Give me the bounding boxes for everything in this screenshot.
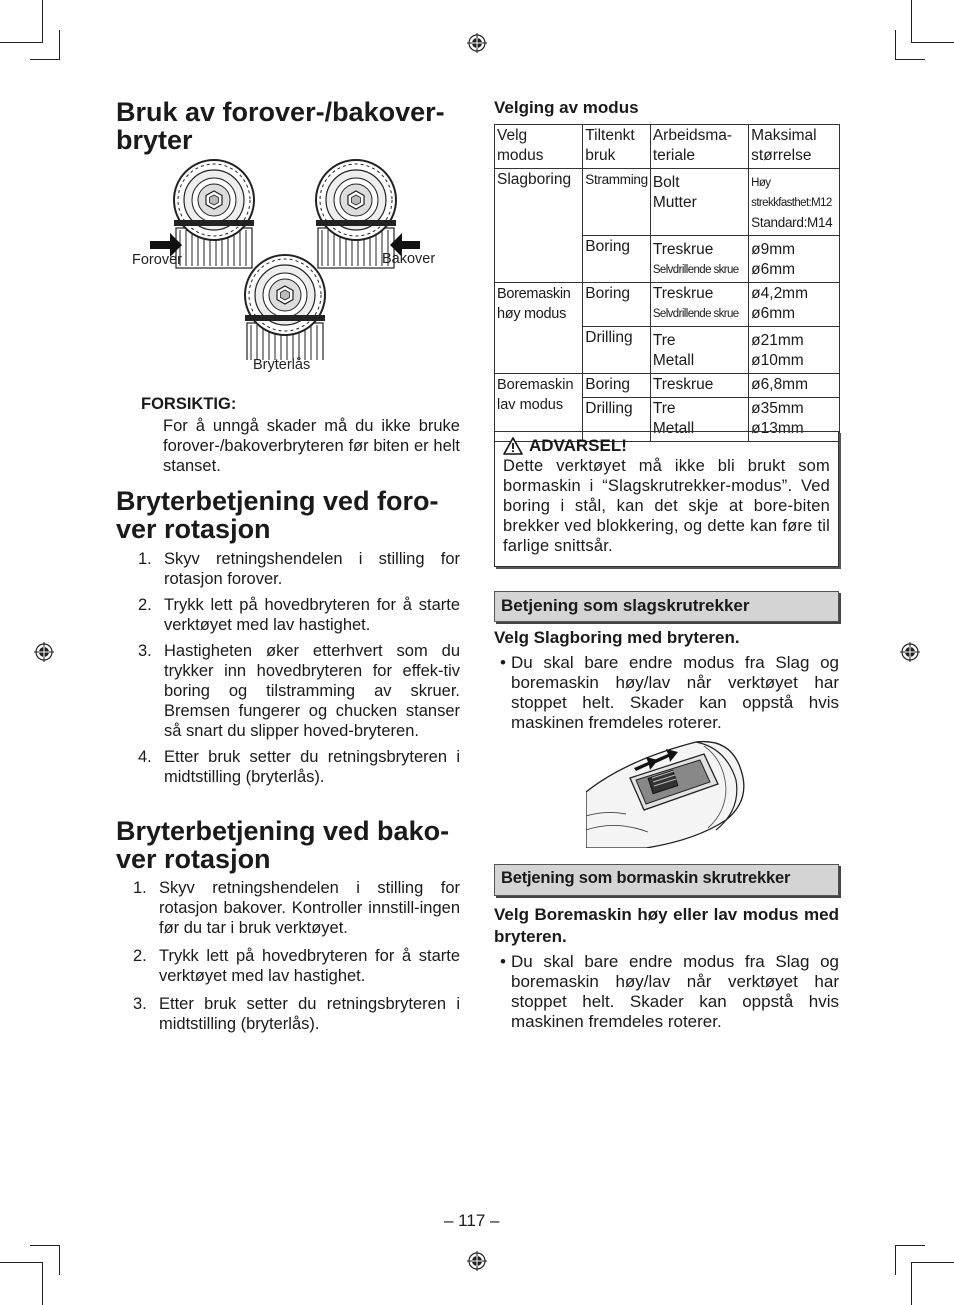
crop-mark bbox=[895, 30, 896, 60]
table-cell: Høy strekkfasthet:M12 Standard:M14 bbox=[749, 169, 840, 236]
crop-mark bbox=[42, 1262, 43, 1305]
crop-mark bbox=[59, 30, 60, 60]
list-item: 2. Trykk lett på hovedbryteren for å starte verktøyet med lav hastighet. bbox=[133, 947, 460, 985]
registration-mark-icon bbox=[467, 1251, 487, 1271]
caution-body: For å unngå skader må du ikke bruke forover-/bakoverbryteren før biten er helt stanset. bbox=[163, 417, 460, 475]
crop-mark bbox=[911, 42, 954, 43]
section-band-drill-driver: Betjening som bormaskin skrutrekker bbox=[494, 864, 839, 896]
table-cell: Bolt Mutter bbox=[650, 169, 748, 236]
table-cell: ø35mm ø13mm bbox=[749, 398, 840, 442]
table-row bbox=[495, 283, 840, 327]
warning-title: ADVARSEL! bbox=[503, 436, 830, 456]
table-cell: ø21mm ø10mm bbox=[749, 327, 840, 374]
crop-mark bbox=[0, 1262, 43, 1263]
table-cell: Boring bbox=[583, 283, 651, 327]
table-cell: Drilling bbox=[583, 327, 651, 374]
section-band-impact-driver: Betjening som slagskrutrekker bbox=[494, 591, 839, 622]
table-cell: ø6,8mm bbox=[749, 374, 840, 398]
mode-selection-heading: Velging av modus bbox=[494, 98, 639, 117]
crop-mark bbox=[0, 42, 43, 43]
crop-mark bbox=[59, 1245, 60, 1275]
warning-body: Dette verktøyet må ikke bli brukt som bormaskin i “Slagskrutrekker-modus”. Ved boring i stål, kan det skje at bore-biten brekker ved blokkering, og dette kan føre til farlige snittsår. bbox=[503, 457, 830, 555]
table-row bbox=[495, 169, 840, 236]
table-cell: Treskrue bbox=[650, 374, 748, 398]
table-cell: Tre Metall bbox=[650, 398, 748, 442]
heading-forward-rotation: Bryterbetjening ved foro- ver rotasjon bbox=[116, 486, 439, 544]
forward-rotation-steps bbox=[138, 549, 460, 787]
table-cell: Stramming bbox=[583, 169, 651, 236]
mode-selection-table bbox=[494, 124, 840, 442]
drill-lead: Velg Boremaskin høy eller lav modus med bryteren. bbox=[494, 905, 839, 946]
table-cell: Treskrue Selvdrillende skrue bbox=[650, 283, 748, 327]
table-header-cell: Tiltenkt bruk bbox=[583, 125, 651, 169]
caution-title: FORSIKTIG: bbox=[141, 395, 237, 413]
list-item: 2. Trykk lett på hovedbryteren for å starte verktøyet med lav hastighet. bbox=[138, 596, 460, 634]
crop-mark bbox=[42, 0, 43, 43]
list-item: 4. Etter bruk setter du retningsbryteren i midtstilling (bryterlås). bbox=[138, 748, 460, 786]
registration-mark-icon bbox=[900, 642, 920, 662]
impact-bullet: • Du skal bare endre modus fra Slag og boremaskin høy/lav når verktøyet har stoppet helt. Skader kan oppstå hvis maskinen fremdeles roterer. bbox=[500, 653, 839, 732]
list-item: 3. Etter bruk setter du retningsbryteren i midtstilling (bryterlås). bbox=[133, 995, 460, 1033]
table-cell: ø4,2mm ø6mm bbox=[749, 283, 840, 327]
warning-box bbox=[494, 431, 839, 567]
crop-mark bbox=[911, 1262, 954, 1263]
crop-mark bbox=[895, 59, 925, 60]
crop-mark bbox=[911, 1262, 912, 1305]
table-cell: Boremaskin lav modus bbox=[495, 374, 583, 442]
label-reverse: Bakover bbox=[382, 251, 436, 267]
reverse-rotation-steps bbox=[133, 878, 460, 1034]
table-cell: Drilling bbox=[583, 398, 651, 442]
drill-bullet: • Du skal bare endre modus fra Slag og boremaskin høy/lav når verktøyet har stoppet helt. Skader kan oppstå hvis maskinen fremdeles roterer. bbox=[500, 952, 839, 1031]
mode-switch-figure bbox=[586, 740, 746, 848]
heading-forward-reverse-switch: Bruk av forover-/bakover- bryter bbox=[116, 97, 445, 155]
crop-mark bbox=[911, 0, 912, 43]
table-row bbox=[495, 125, 840, 169]
crop-mark bbox=[895, 1245, 896, 1275]
table-cell: Tre Metall bbox=[650, 327, 748, 374]
table-cell: Boring bbox=[583, 374, 651, 398]
crop-mark bbox=[895, 1245, 925, 1246]
label-forward: Forover bbox=[132, 252, 182, 268]
registration-mark-icon bbox=[34, 642, 54, 662]
impact-lead: Velg Slagboring med bryteren. bbox=[494, 628, 740, 647]
page-number: – 117 – bbox=[444, 1211, 500, 1230]
warning-triangle-icon bbox=[503, 437, 523, 455]
list-item: 1. Skyv retningshendelen i stilling for rotasjon bakover. Kontroller innstill-ingen før du tar i bruk verktøyet. bbox=[133, 879, 460, 937]
table-header-cell: Velg modus bbox=[495, 125, 583, 169]
crop-mark bbox=[30, 1245, 60, 1246]
table-cell: ø9mm ø6mm bbox=[749, 236, 840, 283]
table-cell: Treskrue Selvdrillende skrue bbox=[650, 236, 748, 283]
table-row bbox=[495, 374, 840, 398]
list-item: 3. Hastigheten øker etterhvert som du trykker inn hovedbryteren for effek-tiv boring og tilstramming av skruer. Bremsen fungerer og chucken stanser så snart du slipper hoved-bryteren. bbox=[138, 642, 460, 740]
table-cell: Slagboring bbox=[495, 169, 583, 283]
list-item: 1. Skyv retningshendelen i stilling for rotasjon forover. bbox=[138, 550, 460, 588]
table-cell: Boring bbox=[583, 236, 651, 283]
table-header-cell: Arbeidsma- teriale bbox=[650, 125, 748, 169]
heading-reverse-rotation: Bryterbetjening ved bako- ver rotasjon bbox=[116, 816, 450, 874]
registration-mark-icon bbox=[467, 33, 487, 53]
table-cell: Boremaskin høy modus bbox=[495, 283, 583, 374]
label-switch-lock: Bryterlås bbox=[253, 357, 311, 373]
crop-mark bbox=[30, 59, 60, 60]
table-header-cell: Maksimal størrelse bbox=[749, 125, 840, 169]
